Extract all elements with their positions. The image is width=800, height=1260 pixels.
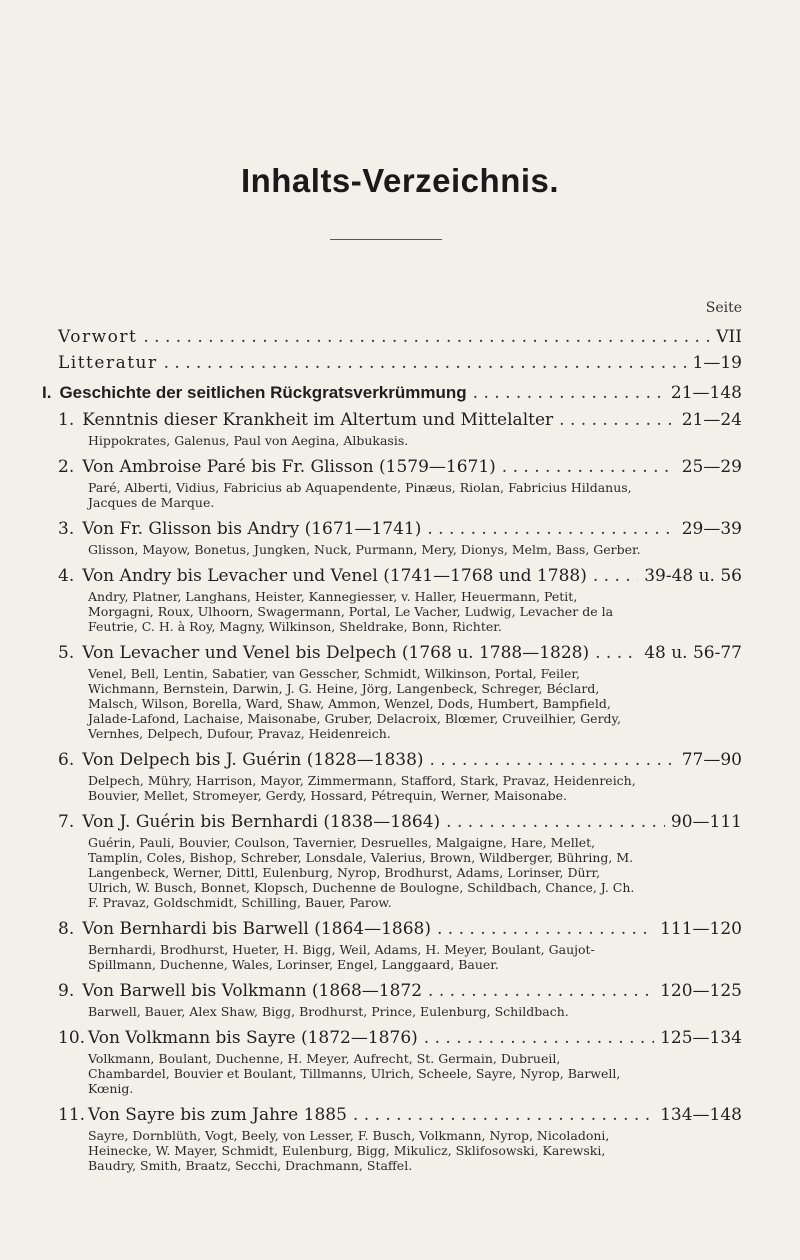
toc-pages: 1—19 bbox=[692, 353, 742, 373]
toc-number: 4. bbox=[58, 566, 75, 586]
dot-leader bbox=[502, 456, 676, 478]
toc-label: Von Ambroise Paré bis Fr. Glisson (1579—1671) bbox=[82, 457, 496, 477]
toc-label: Von Andry bis Levacher und Venel (1741—1768 und 1788) bbox=[82, 566, 587, 586]
toc-names: Volkmann, Boulant, Duchenne, H. Meyer, Aufrecht, St. Germain, Dubrueil, Chambardel, Bouvier et Boulant, Tillmanns, Ulrich, Scheele, Sayre, Nyrop, Barwell, Kœnig. bbox=[88, 1051, 621, 1096]
toc-number: 11. bbox=[58, 1105, 86, 1125]
toc-names: Paré, Alberti, Vidius, Fabricius ab Aquapendente, Pinæus, Riolan, Fabricius Hildanus, Jacques de Marque. bbox=[88, 480, 632, 510]
dot-leader bbox=[427, 518, 675, 540]
toc-pages: 90—111 bbox=[670, 812, 742, 832]
toc-label: Vorwort bbox=[58, 327, 138, 347]
toc-label: Von Sayre bis zum Jahre 1885 bbox=[88, 1105, 347, 1125]
toc-pages: VII bbox=[716, 327, 742, 347]
toc-number: 3. bbox=[58, 519, 75, 539]
toc-number: 5. bbox=[58, 643, 75, 663]
toc-label: Von Volkmann bis Sayre (1872—1876) bbox=[88, 1028, 418, 1048]
page-title: Inhalts-Verzeichnis. bbox=[240, 162, 560, 199]
title-divider bbox=[330, 239, 442, 240]
toc-entry[interactable] bbox=[58, 1027, 742, 1096]
dot-leader bbox=[428, 980, 654, 1002]
toc-entry[interactable] bbox=[58, 811, 742, 910]
toc-number: 2. bbox=[58, 457, 75, 477]
toc-names: Venel, Bell, Lentin, Sabatier, van Gesscher, Schmidt, Wilkinson, Portal, Feiler, Wichmann, Bernstein, Darwin, J. G. Heine, Jörg, Langenbeck, Schreger, Béclard, Malsch, Wilson, Borella, Ward, Shaw, Ammon, Wenzel, Dods, Humbert, Bampfield, Jalade-Lafond, Lachaise, Maisonabe, Gruber, Delacroix, Blœmer, Cruveilhier, Gerdy, Vernhes, Delpech, Dufour, Pravaz, Heidenreich. bbox=[88, 666, 621, 741]
toc-pages: 39-48 u. 56 bbox=[644, 566, 742, 586]
toc-label: Kenntnis dieser Krankheit im Altertum und Mittelalter bbox=[82, 410, 554, 430]
toc-entry[interactable] bbox=[58, 642, 742, 741]
toc-entry[interactable] bbox=[58, 565, 742, 634]
toc-entry-vorwort[interactable] bbox=[58, 326, 742, 348]
toc-pages: 48 u. 56-77 bbox=[644, 643, 742, 663]
toc-label: Litteratur bbox=[58, 353, 158, 373]
toc-entry-litteratur[interactable] bbox=[58, 352, 742, 374]
toc-names: Delpech, Mühry, Harrison, Mayor, Zimmermann, Stafford, Stark, Pravaz, Heidenreich, Bouvier, Mellet, Stromeyer, Gerdy, Hossard, Pétrequin, Werner, Maisonabe. bbox=[88, 773, 636, 803]
toc-pages: 21—24 bbox=[681, 410, 742, 430]
toc-names: Hippokrates, Galenus, Paul von Aegina, Albukasis. bbox=[88, 433, 409, 448]
toc-number: 8. bbox=[58, 919, 75, 939]
dot-leader bbox=[473, 382, 665, 404]
dot-leader bbox=[164, 352, 687, 374]
toc-pages: 111—120 bbox=[660, 919, 742, 939]
toc-number: 10. bbox=[58, 1028, 86, 1048]
toc-label: Von Delpech bis J. Guérin (1828—1838) bbox=[82, 750, 424, 770]
toc-entry[interactable] bbox=[58, 518, 742, 557]
toc-number: 7. bbox=[58, 812, 75, 832]
toc-number: 9. bbox=[58, 981, 75, 1001]
toc-entry[interactable] bbox=[58, 1104, 742, 1173]
toc-pages: 21—148 bbox=[670, 383, 742, 403]
toc-entry[interactable] bbox=[58, 980, 742, 1019]
dot-leader bbox=[430, 749, 676, 771]
toc-names: Guérin, Pauli, Bouvier, Coulson, Tavernier, Desruelles, Malgaigne, Hare, Mellet, Tamplin, Coles, Bishop, Schreber, Lonsdale, Valerius, Brown, Wildberger, Bühring, M. Langenbeck, Werner, Dittl, Eulenburg, Nyrop, Brodhurst, Adams, Lorinser, Dürr, Ulrich, W. Busch, Bonnet, Klopsch, Duchenne de Boulogne, Schildbach, Chance, J. Ch. F. Pravaz, Goldschmidt, Schilling, Bauer, Parow. bbox=[88, 835, 635, 910]
toc-pages: 29—39 bbox=[681, 519, 742, 539]
table-of-contents bbox=[42, 320, 742, 1173]
toc-entry[interactable] bbox=[58, 918, 742, 972]
toc-names: Barwell, Bauer, Alex Shaw, Bigg, Brodhurst, Prince, Eulenburg, Schildbach. bbox=[88, 1004, 569, 1019]
toc-number: 6. bbox=[58, 750, 75, 770]
toc-pages: 77—90 bbox=[681, 750, 742, 770]
dot-leader bbox=[559, 409, 676, 431]
toc-label: Von Levacher und Venel bis Delpech (1768 u. 1788—1828) bbox=[82, 643, 590, 663]
dot-leader bbox=[446, 811, 665, 833]
toc-number: 1. bbox=[58, 410, 75, 430]
dot-leader bbox=[143, 326, 710, 348]
toc-pages: 25—29 bbox=[681, 457, 742, 477]
toc-names: Andry, Platner, Langhans, Heister, Kannegiesser, v. Haller, Heuermann, Petit, Morgagni, Roux, Ulhoorn, Swagermann, Portal, Le Vacher, Ludwig, Levacher de la Feutrie, C. H. à Roy, Magny, Wilkinson, Sheldrake, Bonn, Richter. bbox=[88, 589, 614, 634]
toc-label: Von Barwell bis Volkmann (1868—1872 bbox=[82, 981, 423, 1001]
toc-entry[interactable] bbox=[58, 456, 742, 510]
dot-leader bbox=[353, 1104, 654, 1126]
toc-label: Von Bernhardi bis Barwell (1864—1868) bbox=[82, 919, 431, 939]
toc-names: Bernhardi, Brodhurst, Hueter, H. Bigg, Weil, Adams, H. Meyer, Boulant, Gaujot-Spillmann, Duchenne, Wales, Lorinser, Engel, Langgaard, Bauer. bbox=[88, 942, 595, 972]
page-column-header: Seite bbox=[705, 300, 742, 316]
toc-section-heading[interactable] bbox=[42, 382, 742, 404]
toc-section-number: I. bbox=[42, 383, 52, 402]
toc-entry[interactable] bbox=[58, 409, 742, 448]
dot-leader bbox=[437, 918, 654, 940]
dot-leader bbox=[424, 1027, 654, 1049]
dot-leader bbox=[595, 642, 638, 664]
toc-names: Glisson, Mayow, Bonetus, Jungken, Nuck, Purmann, Mery, Dionys, Melm, Bass, Gerber. bbox=[88, 542, 641, 557]
toc-pages: 125—134 bbox=[660, 1028, 742, 1048]
toc-label: Von J. Guérin bis Bernhardi (1838—1864) bbox=[82, 812, 441, 832]
toc-section-label: Geschichte der seitlichen Rückgratsverkrümmung bbox=[59, 383, 467, 402]
toc-names: Sayre, Dornblüth, Vogt, Beely, von Lesser, F. Busch, Volkmann, Nyrop, Nicoladoni, Heinecke, W. Mayer, Schmidt, Eulenburg, Bigg, Mikulicz, Sklifosowski, Karewski, Baudry, Smith, Braatz, Secchi, Drachmann, Staffel. bbox=[88, 1128, 610, 1173]
toc-pages: 120—125 bbox=[660, 981, 742, 1001]
dot-leader bbox=[593, 565, 638, 587]
toc-entry[interactable] bbox=[58, 749, 742, 803]
toc-pages: 134—148 bbox=[660, 1105, 742, 1125]
toc-label: Von Fr. Glisson bis Andry (1671—1741) bbox=[82, 519, 422, 539]
